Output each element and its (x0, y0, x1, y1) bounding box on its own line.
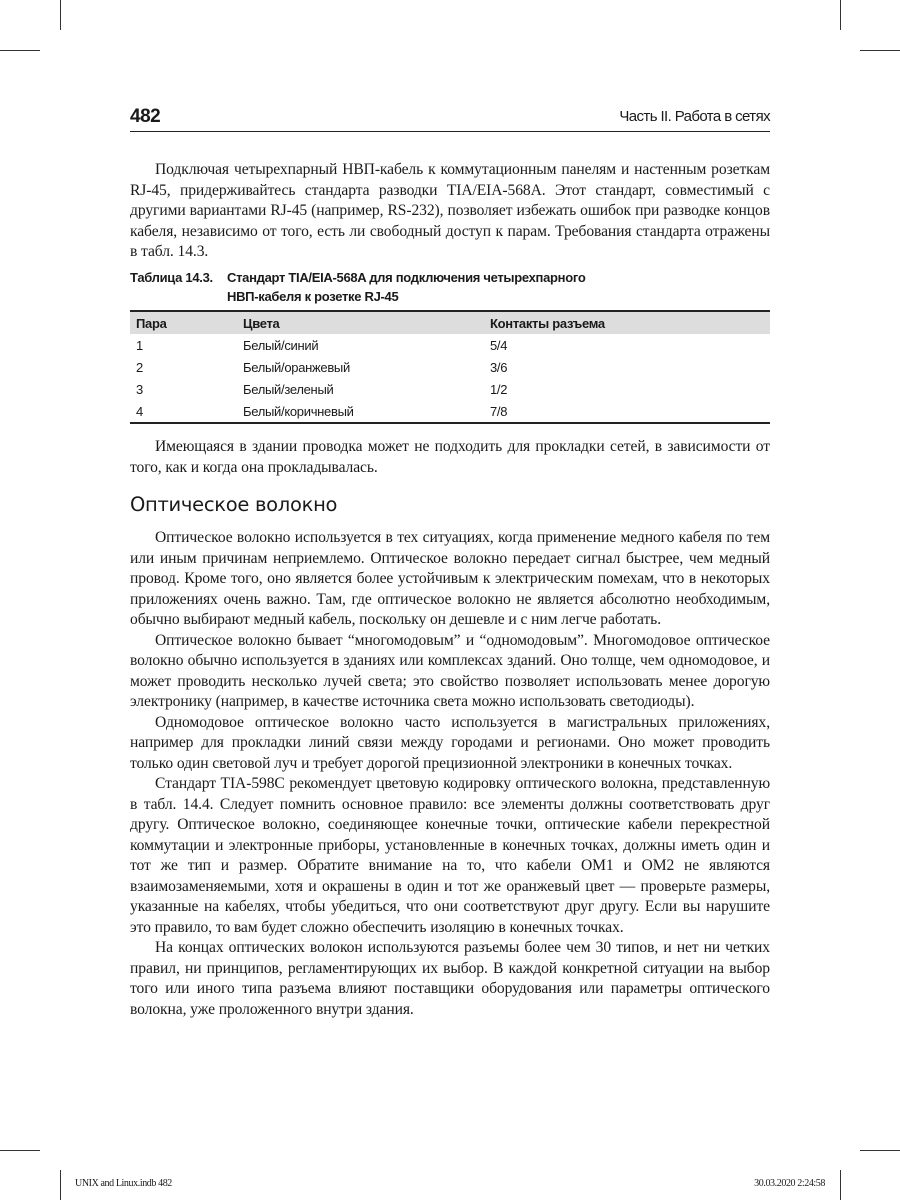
running-header (130, 106, 770, 132)
print-timestamp: 30.03.2020 2:24:58 (754, 1178, 825, 1189)
cell: 1/2 (490, 381, 508, 397)
crop-mark (60, 1170, 61, 1200)
page-number: 482 (130, 106, 161, 127)
cell: Белый/зеленый (243, 381, 334, 397)
after-table-text (130, 437, 770, 478)
cell: Белый/коричневый (237, 400, 484, 423)
caption-line: НВП-кабеля к розетке RJ-45 (227, 289, 399, 304)
table-row (130, 378, 770, 400)
paragraph: Подключая четырехпарный НВП-кабель к коммутационным панелям и настенным розеткам RJ-45, придерживайтесь стандарта разводки TIA/EIA-568A. Этот стандарт, совместимый с другими вариантами RJ-45 (например, RS-232), позволяет избежать ошибок при разводке концов кабеля, независимо от того, есть ли свободный доступ к парам. Требования стандарта отражены в табл. 14.3. (130, 161, 770, 260)
table-row (130, 400, 770, 423)
section-body (130, 528, 770, 1020)
paragraph: Стандарт TIA-598C рекомендует цветовую кодировку оптического волокна, представленную в табл. 14.4. Следует помнить основное правило: все элементы должны соответствовать друг другу. Оптическое волокно, соединяющее конечные точки, оптические кабели перекрестной коммутации и электронные приборы, установленные в конечных точках, должны иметь один и тот же тип и размер. Обратите внимание на то, что кабели OM1 и OM2 не являются взаимозаменяемыми, хотя и окрашены в один и тот же оранжевый цвет — проверьте размеры, указанные на кабелях, чтобы убедиться, что они соответствуют друг другу. Если вы нарушите это правило, то вам будет сложно обеспечить изоляцию в конечных точках. (130, 775, 770, 936)
paragraph: Одномодовое оптическое волокно часто используется в магистральных приложениях, например для прокладки линий связи между городами и регионами. Оно может проводить только один световой луч и требует дорогой прецизионной электроники в конечных точках. (130, 713, 770, 772)
crop-mark (840, 0, 841, 30)
cell: 3/6 (490, 359, 508, 375)
crop-mark (60, 0, 61, 30)
crop-mark (0, 1150, 40, 1151)
table-row (130, 334, 770, 356)
cell: 5/4 (490, 337, 508, 353)
print-file-info: UNIX and Linux.indb 482 (75, 1178, 172, 1189)
crop-mark (860, 1150, 900, 1151)
cell: 7/8 (484, 400, 770, 423)
crop-mark (840, 1170, 841, 1200)
crop-mark (860, 50, 900, 51)
paragraph: Оптическое волокно используется в тех ситуациях, когда применение медного кабеля по тем или иным причинам неприемлемо. Оптическое волокно передает сигнал быстрее, чем медный провод. Кроме того, оно является более устойчивым к электрическим помехам, что в некоторых приложениях очень важно. Там, где оптическое волокно не является абсолютно необходимым, обычно выбирают медный кабель, поскольку он дешевле и с ним легче работать. (130, 529, 770, 628)
intro-text (130, 160, 770, 263)
chapter-title: Часть II. Работа в сетях (619, 108, 770, 125)
paragraph: Имеющаяся в здании проводка может не подходить для прокладки сетей, в зависимости от того, как и когда она прокладывалась. (130, 438, 770, 476)
cell: Белый/синий (243, 337, 319, 353)
table-number: Таблица 14.3. (130, 270, 213, 285)
crop-mark (0, 50, 40, 51)
cell: 3 (136, 381, 143, 397)
section-heading: Оптическое волокно (130, 493, 338, 516)
column-header: Пара (130, 311, 237, 334)
column-header: Контакты разъема (484, 311, 770, 334)
cell: 2 (136, 359, 143, 375)
table-row (130, 356, 770, 378)
table-caption (130, 268, 770, 306)
wiring-table (130, 310, 770, 424)
caption-line: Стандарт TIA/EIA-568A для подключения четырехпарного (227, 270, 586, 285)
paragraph: Оптическое волокно бывает “многомодовым” и “одномодовым”. Многомодовое оптическое волокно обычно используется в зданиях или комплексах зданий. Оно толще, чем одномодовое, и может проводить несколько лучей света; это свойство позволяет использовать менее дорогую электронику (например, в качестве источника света можно использовать светодиоды). (130, 631, 770, 710)
column-header: Цвета (237, 311, 484, 334)
cell: 4 (130, 400, 237, 423)
cell: Белый/оранжевый (243, 359, 350, 375)
paragraph: На концах оптических волокон используются разъемы более чем 30 типов, и нет ни четких правил, ни принципов, регламентирующих их выбор. В каждой конкретной ситуации на выбор того или иного типа разъема влияют поставщики оборудования или параметры оптического волокна, уже проложенного внутри здания. (130, 939, 770, 1018)
cell: 1 (136, 337, 143, 353)
table-header-row (130, 311, 770, 334)
